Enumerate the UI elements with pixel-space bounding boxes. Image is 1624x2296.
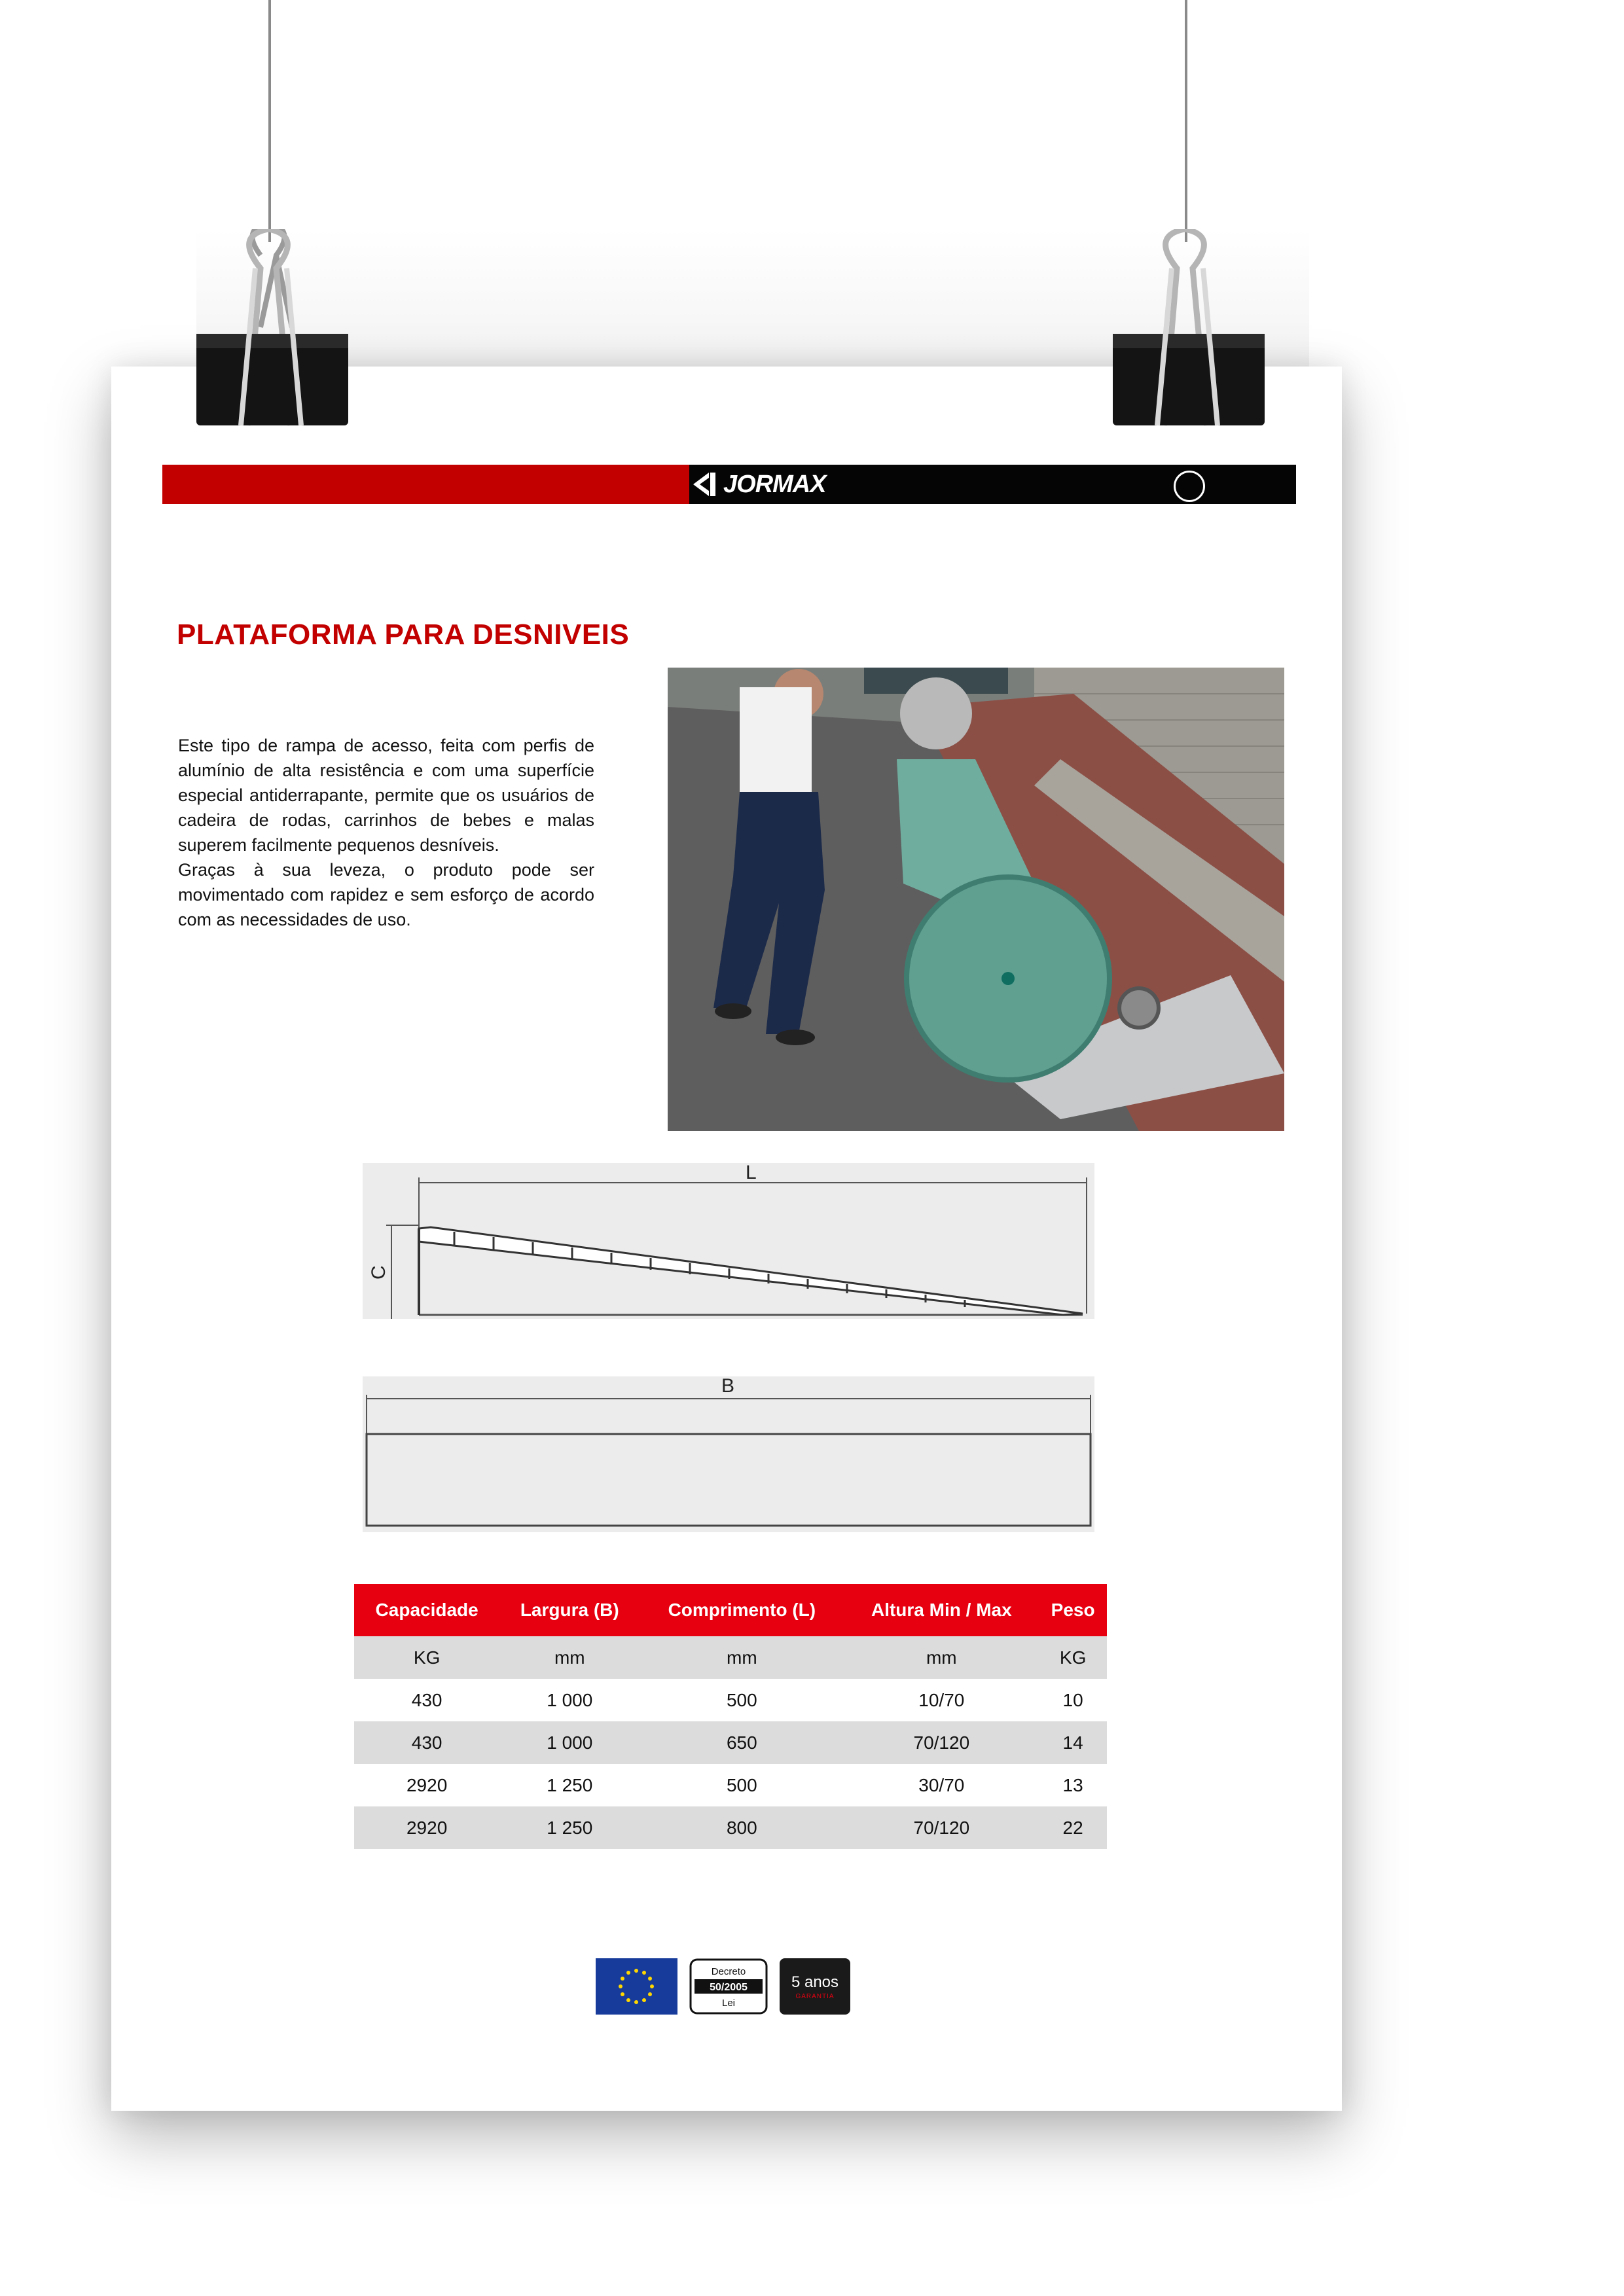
binder-clip-icon [195,229,350,432]
eu-flag-icon [596,1958,677,2015]
table-cell: 650 [640,1721,844,1764]
length-label: L [746,1163,757,1183]
table-cell: 30/70 [918,1774,965,1795]
description-paragraph: Este tipo de rampa de acesso, feita com perfis de alumínio de alta resistência e com uma superfície especial antiderrapante, permite que os usuários de cadeira de rodas, carrinhos de bebes e malas superem facilmente pequenos desníveis. [178,736,594,855]
table-cell: 1 000 [499,1721,640,1764]
warranty-label: GARANTIA [795,1992,835,2000]
product-photo [668,668,1284,1131]
table-cell: 500 [726,1774,757,1795]
header-bar [162,465,1296,504]
table-cell: 500 [726,1689,757,1710]
circle-icon [1174,471,1205,502]
column-header: Peso [1039,1584,1107,1636]
warranty-years: 5 anos [791,1973,839,1991]
table-cell: 22 [1039,1806,1107,1849]
table-cell: 70/120 [844,1721,1039,1764]
specs-table [354,1584,1107,1849]
decreto-top-text: Decreto [711,1966,746,1977]
table-cell: KG [1039,1636,1107,1679]
height-label: C [368,1265,389,1280]
table-cell: mm [499,1636,640,1679]
hanging-wire [268,0,271,242]
certification-badges [596,1957,850,2016]
side-view-diagram [363,1163,1094,1319]
table-cell: KG [354,1636,499,1679]
column-header: Comprimento (L) [640,1584,844,1636]
table-cell: 2920 [354,1806,499,1849]
column-header: Capacidade [354,1584,499,1636]
description [178,733,594,932]
width-label: B [721,1376,735,1397]
table-cell: 1 250 [547,1774,593,1795]
top-view-diagram [363,1376,1094,1532]
table-cell: 70/120 [844,1806,1039,1849]
brand-name: JORMAX [723,470,826,498]
binder-clip-icon [1111,229,1266,432]
table-cell: 2920 [406,1774,448,1795]
table-row [354,1721,1107,1764]
page-title: PLATAFORMA PARA DESNIVEIS [177,619,630,651]
units-row [354,1636,1107,1679]
header-black-band [689,465,1296,504]
poster-sheet [111,367,1342,2111]
description-paragraph: Graças à sua leveza, o produto pode ser movimentado com rapidez e sem esforço de acordo com as necessidades de uso. [178,860,594,929]
table-cell: 800 [640,1806,844,1849]
table-cell: 13 [1062,1774,1083,1795]
column-header: Altura Min / Max [844,1584,1039,1636]
table-cell: 10 [1062,1689,1083,1710]
table-header-row [354,1584,1107,1636]
table-row [354,1764,1107,1806]
logo-mark-icon [691,470,719,499]
table-row [354,1679,1107,1721]
brand-logo [691,470,826,499]
table-cell: mm [640,1636,844,1679]
column-header: Largura (B) [499,1584,640,1636]
decreto-number-text: 50/2005 [710,1982,748,1993]
table-cell: 430 [411,1689,442,1710]
table-row [354,1806,1107,1849]
table-cell: 14 [1039,1721,1107,1764]
table-cell: 1 250 [499,1806,640,1849]
table-cell: 1 000 [547,1689,593,1710]
table-cell: 430 [354,1721,499,1764]
hanging-wire [1185,0,1187,242]
decreto-badge [689,1958,768,2015]
warranty-badge [780,1958,850,2015]
table-cell: 10/70 [918,1689,965,1710]
table-cell: mm [844,1636,1039,1679]
header-red-band [162,465,689,504]
decreto-bottom-text: Lei [721,1998,736,2009]
